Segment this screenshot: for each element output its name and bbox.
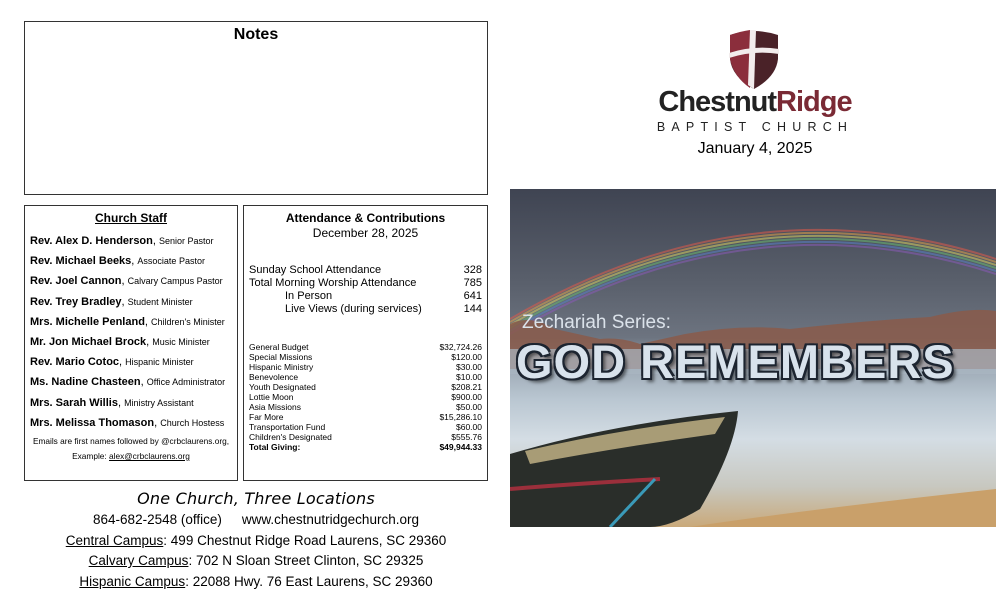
campus-name: Calvary Campus — [88, 553, 189, 568]
contribution-value: $32,724.26 — [439, 342, 482, 352]
contribution-value: $900.00 — [451, 392, 482, 402]
notes-box — [24, 21, 488, 195]
church-wordmark — [640, 86, 870, 119]
staff-member: Mrs. Michelle Penland, Children's Minister — [30, 315, 225, 328]
campus-line — [24, 531, 488, 552]
attendance-title: Attendance & Contributions — [285, 211, 446, 225]
staff-member: Rev. Trey Bradley, Student Minister — [30, 295, 193, 308]
contribution-label: Special Missions — [249, 352, 313, 362]
staff-name: Mr. Jon Michael Brock — [30, 335, 147, 348]
contribution-label: Youth Designated — [249, 382, 316, 392]
contribution-label: Children's Designated — [249, 432, 332, 442]
tagline: One Church, Three Locations — [137, 489, 375, 508]
church-contact-footer — [24, 488, 488, 592]
attendance-row — [249, 303, 482, 316]
contribution-row — [249, 352, 482, 362]
staff-member: Rev. Michael Beeks, Associate Pastor — [30, 255, 205, 268]
attendance-label: Sunday School Attendance — [249, 264, 382, 276]
staff-role: Office Administrator — [146, 377, 226, 388]
contribution-value: $208.21 — [451, 382, 482, 392]
contribution-label: Benevolence — [249, 372, 299, 382]
contribution-label: Lottie Moon — [249, 392, 294, 402]
office-phone: 864-682-2548 (office) — [93, 512, 222, 527]
staff-name: Rev. Mario Cotoc — [30, 356, 120, 369]
contribution-label: General Budget — [249, 342, 309, 352]
total-giving-row — [249, 442, 482, 452]
staff-role: Children's Minister — [151, 316, 225, 327]
contact-line — [24, 510, 488, 531]
contributions-table — [249, 342, 482, 452]
contribution-label: Far More — [249, 412, 284, 422]
contribution-row — [249, 372, 482, 382]
contribution-row — [249, 342, 482, 352]
bulletin-date: January 4, 2025 — [697, 140, 813, 157]
staff-member: Mrs. Melissa Thomason, Church Hostess — [30, 416, 225, 429]
attendance-label: Total Morning Worship Attendance — [249, 277, 417, 289]
staff-name: Rev. Trey Bradley — [30, 295, 122, 308]
contribution-label: Hispanic Ministry — [249, 362, 314, 372]
total-giving-value: $49,944.33 — [439, 442, 482, 452]
contribution-row — [249, 402, 482, 412]
example-label: Example: — [72, 450, 107, 461]
attendance-value: 641 — [463, 290, 482, 302]
contribution-value: $120.00 — [451, 352, 482, 362]
contribution-value: $30.00 — [456, 362, 482, 372]
staff-name: Rev. Alex D. Henderson — [30, 235, 153, 247]
staff-role: Associate Pastor — [137, 256, 205, 267]
attendance-label: Live Views (during services) — [285, 303, 422, 315]
attendance-contributions-box — [243, 205, 488, 481]
contribution-row — [249, 392, 482, 402]
staff-name: Ms. Nadine Chasteen — [30, 376, 141, 389]
attendance-value: 785 — [463, 277, 482, 289]
contribution-row — [249, 432, 482, 442]
staff-name: Mrs. Melissa Thomason — [30, 416, 155, 429]
church-staff-title: Church Staff — [95, 211, 167, 225]
website-link[interactable]: www.chestnutridgechurch.org — [241, 512, 419, 527]
sermon-headline: GOD REMEMBERS — [516, 335, 955, 388]
attendance-row — [249, 277, 482, 290]
staff-member: Rev. Alex D. Henderson, Senior Pastor — [30, 235, 214, 247]
campus-address: : 499 Chestnut Ridge Road Laurens, SC 29360 — [163, 532, 447, 548]
staff-member: Rev. Mario Cotoc, Hispanic Minister — [30, 356, 194, 369]
attendance-row — [249, 264, 482, 277]
notes-title: Notes — [233, 26, 279, 43]
shield-cross-icon — [726, 29, 782, 91]
staff-member: Rev. Joel Cannon, Calvary Campus Pastor — [30, 275, 223, 288]
email-note — [30, 434, 232, 464]
contribution-value: $50.00 — [456, 402, 482, 412]
campus-line — [24, 572, 488, 593]
campus-address: : 22088 Hwy. 76 East Laurens, SC 29360 — [185, 573, 433, 589]
staff-role: Ministry Assistant — [124, 397, 194, 408]
total-giving-label: Total Giving: — [249, 442, 301, 452]
email-note-text: Emails are first names followed by @crbclaurens.org, — [32, 435, 230, 446]
wordmark-ridge: Ridge — [776, 86, 852, 118]
staff-role: Calvary Campus Pastor — [127, 276, 223, 287]
campus-line — [24, 551, 488, 572]
contribution-label: Transportation Fund — [249, 422, 326, 432]
contribution-value: $60.00 — [456, 422, 482, 432]
staff-member: Mrs. Sarah Willis, Ministry Assistant — [30, 396, 194, 409]
contribution-row — [249, 412, 482, 422]
church-staff-box — [24, 205, 238, 481]
staff-name: Mrs. Michelle Penland — [30, 315, 145, 328]
staff-name: Mrs. Sarah Willis — [30, 396, 118, 409]
contribution-value: $15,286.10 — [439, 412, 482, 422]
campus-address: : 702 N Sloan Street Clinton, SC 29325 — [188, 553, 424, 568]
contribution-row — [249, 422, 482, 432]
sermon-series-banner — [510, 189, 996, 527]
contribution-value: $555.76 — [451, 432, 482, 442]
staff-role: Senior Pastor — [159, 236, 214, 246]
example-email-link[interactable]: alex@crbclaurens.org — [109, 450, 190, 461]
attendance-label: In Person — [285, 290, 333, 302]
attendance-value: 328 — [463, 264, 482, 276]
contribution-value: $10.00 — [456, 372, 482, 382]
contribution-row — [249, 362, 482, 372]
staff-name: Rev. Michael Beeks — [30, 255, 132, 268]
contribution-label: Asia Missions — [249, 402, 301, 412]
staff-name: Rev. Joel Cannon — [30, 275, 122, 288]
staff-role: Church Hostess — [160, 417, 225, 428]
attendance-value: 144 — [463, 303, 482, 315]
wordmark-chestnut: Chestnut — [658, 86, 777, 118]
staff-role: Student Minister — [127, 296, 193, 307]
attendance-row — [249, 290, 482, 303]
attendance-table — [249, 264, 482, 316]
staff-member: Mr. Jon Michael Brock, Music Minister — [30, 335, 210, 348]
series-label: Zechariah Series: — [522, 312, 671, 333]
campus-name: Hispanic Campus — [79, 573, 186, 589]
contribution-row — [249, 382, 482, 392]
church-subtitle: BAPTIST CHURCH — [656, 120, 854, 134]
staff-role: Music Minister — [152, 336, 210, 347]
staff-role: Hispanic Minister — [125, 357, 194, 368]
staff-member: Ms. Nadine Chasteen, Office Administrator — [30, 376, 226, 389]
attendance-date: December 28, 2025 — [312, 226, 419, 240]
campus-name: Central Campus — [65, 532, 164, 548]
